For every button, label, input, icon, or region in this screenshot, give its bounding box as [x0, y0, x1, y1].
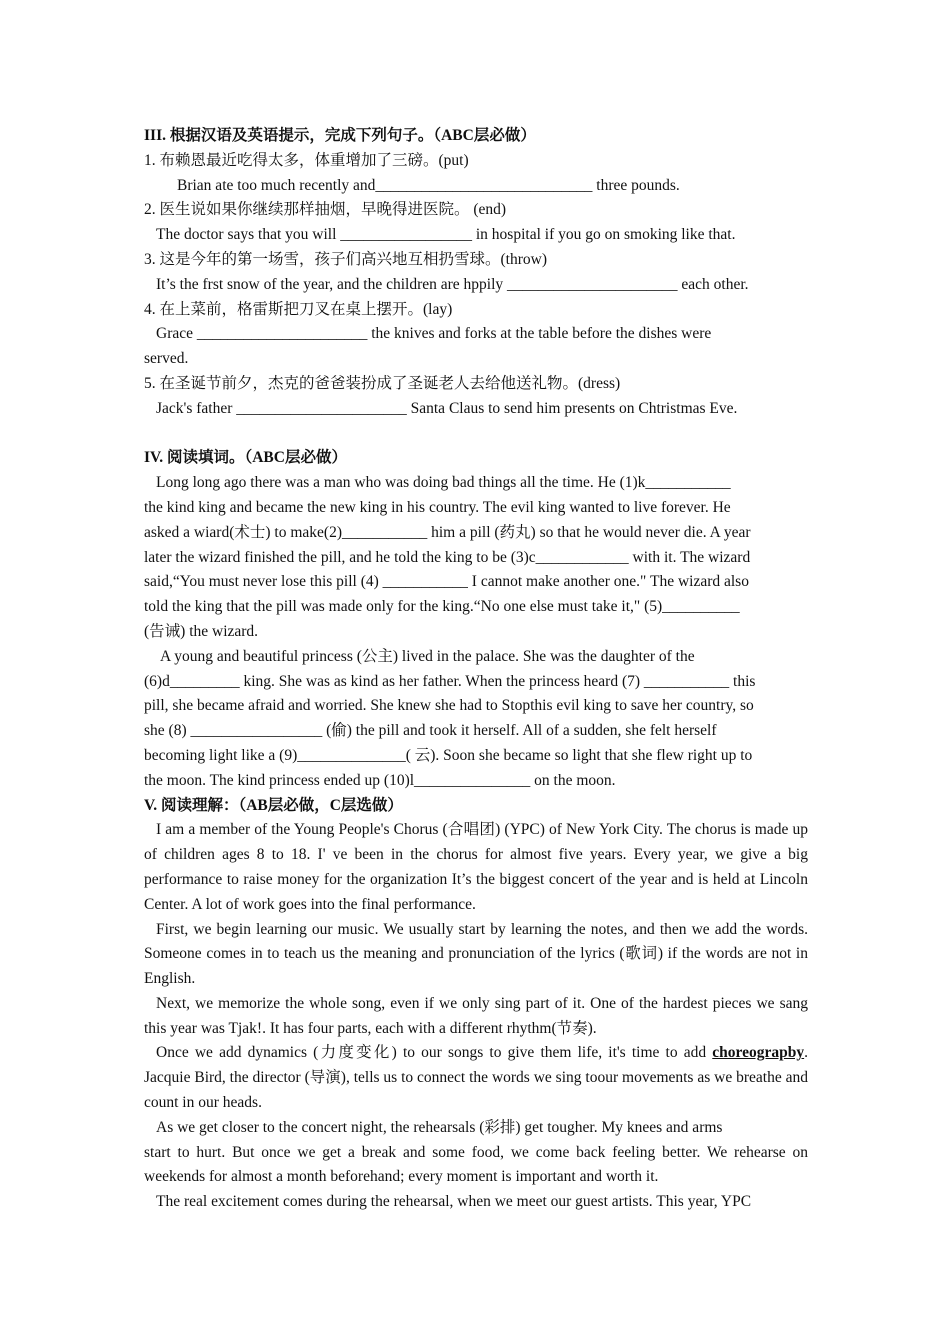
reading-passage	[144, 818, 808, 1215]
section-4-heading: IV. 阅读填词。（ABC层必做）	[144, 449, 347, 467]
cloze-line: later the wizard finished the pill, and he told the king to be (3)c____________ with it. The wizard	[144, 548, 751, 566]
passage-paragraph-4	[144, 1041, 808, 1115]
cloze-line: (告诫) the wizard.	[144, 622, 259, 640]
cloze-line: Long long ago there was a man who was doing bad things all the time. He (1)k___________	[156, 474, 731, 492]
paragraph-5-first-line: As we get closer to the concert night, the rehearsals (彩排) get tougher. My knees and arms	[156, 1118, 723, 1136]
cloze-line: she (8) _________________ (偷) the pill and took it herself. All of a sudden, she felt herself	[144, 722, 717, 740]
cloze-line: becoming light like a (9)______________( 云). Soon she became so light that she flew right up to	[144, 746, 753, 764]
passage-paragraph-6: The real excitement comes during the rehearsal, when we meet our guest artists. This year, YPC	[156, 1193, 752, 1211]
item-4-english: Grace ______________________ the knives and forks at the table before the dishes were	[156, 325, 712, 343]
worksheet-page	[144, 124, 808, 1215]
cloze-line: the moon. The kind princess ended up (10)l_______________ on the moon.	[144, 771, 616, 789]
item-4-english-continued: served.	[144, 350, 189, 368]
underlined-word-choreography: choreograpby	[712, 1044, 805, 1062]
passage-paragraph-2: First, we begin learning our music. We usually start by learning the notes, and then we add the words. Someone comes in to teach us the meaning and pronunciation of the lyrics (歌词) if the words are not in English.	[144, 920, 808, 988]
cloze-line: A young and beautiful princess (公主) lived in the palace. She was the daughter of the	[160, 647, 695, 665]
item-2-chinese: 2. 医生说如果你继续那样抽烟，早晚得进医院。 (end)	[144, 201, 507, 219]
item-5-chinese: 5. 在圣诞节前夕，杰克的爸爸装扮成了圣诞老人去给他送礼物。(dress)	[144, 374, 621, 392]
cloze-line: said,“You must never lose this pill (4) ___________ I cannot make another one." The wizard also	[144, 573, 749, 591]
cloze-line: (6)d_________ king. She was as kind as her father. When the princess heard (7) ___________ this	[144, 672, 756, 690]
cloze-line: told the king that the pill was made only for the king.“No one else must take it," (5)__________	[144, 598, 740, 616]
item-1-english: Brian ate too much recently and____________________________ three pounds.	[177, 176, 680, 194]
section-spacer	[144, 422, 808, 447]
section-3-heading: III. 根据汉语及英语提示，完成下列句子。（ABC层必做）	[144, 127, 536, 144]
item-5-english: Jack's father ______________________ Santa Claus to send him presents on Chtristmas Eve.	[156, 399, 738, 417]
cloze-line: asked a wiard(术士) to make(2)___________ him a pill (药丸) so that he would never die. A year	[144, 523, 751, 541]
cloze-line: pill, she became afraid and worried. She knew she had to Stopthis evil king to save her country, so	[144, 697, 754, 715]
section-5-heading: V. 阅读理解：（AB层必做，C层选做）	[144, 796, 403, 814]
item-2-english: The doctor says that you will _________________ in hospital if you go on smoking like that.	[156, 226, 736, 244]
item-3-english: It’s the frst snow of the year, and the children are hppily ______________________ each other.	[156, 275, 749, 293]
cloze-line: the kind king and became the new king in his country. The evil king wanted to live forever. He	[144, 498, 731, 516]
item-1-chinese: 1. 布赖恩最近吃得太多，体重增加了三磅。(put)	[144, 151, 469, 169]
item-4-chinese: 4. 在上菜前，格雷斯把刀叉在桌上摆开。(lay)	[144, 300, 453, 318]
passage-paragraph-3: Next, we memorize the whole song, even if we only sing part of it. One of the hardest pieces we sang this year was Tjak!. It has four parts, each with a different rhythm(节奏).	[144, 994, 808, 1037]
passage-paragraph-5	[144, 1116, 808, 1190]
paragraph-4-text: Once we add dynamics (力度变化) to our songs to give them life, it's time to add	[156, 1044, 713, 1062]
paragraph-4-text-end: . Jacquie Bird, the director (导演), tells us to connect the words we sing toour movements as we breathe and count in our heads.	[144, 1044, 808, 1112]
passage-paragraph-1: I am a member of the Young People's Chorus (合唱团) (YPC) of New York City. The chorus is made up of children ages 8 to 18. I' ve been in the chorus for almost five years. Every year, we give a big performance to raise money for the organization It’s the biggest concert of the year and is held at Lincoln Center. A lot of work goes into the final performance.	[144, 821, 808, 913]
paragraph-5-rest: start to hurt. But once we get a break and some food, we come back feeling better. We rehearse on weekends for almost a month beforehand; every moment is important and worth it.	[144, 1143, 808, 1186]
item-3-chinese: 3. 这是今年的第一场雪，孩子们高兴地互相扔雪球。(throw)	[144, 250, 547, 268]
